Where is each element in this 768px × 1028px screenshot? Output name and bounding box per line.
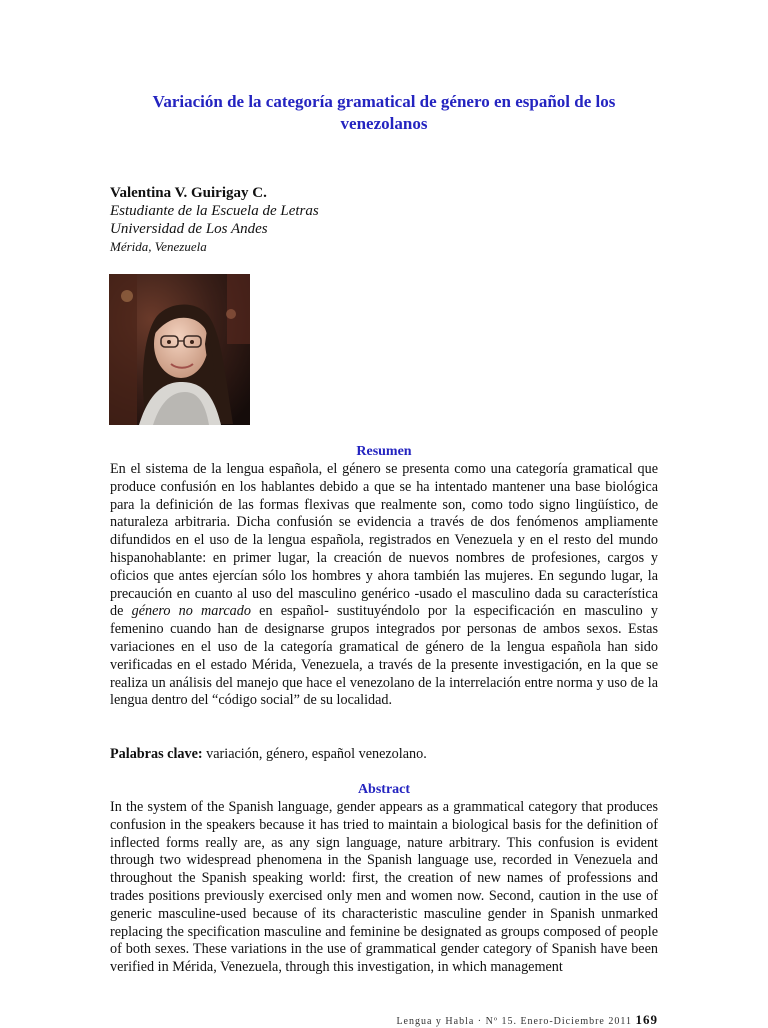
page-number: 169: [635, 1012, 658, 1027]
page-footer: [396, 1012, 658, 1028]
running-head: Lengua y Habla · Nº 15. Enero-Diciembre 2011: [396, 1016, 632, 1027]
resumen-heading: Resumen: [356, 444, 412, 459]
abstract-heading: Abstract: [357, 782, 411, 797]
keywords-value: variación, género, español venezolano.: [202, 746, 427, 762]
author-photo: [109, 274, 250, 425]
author-location: Mérida, Venezuela: [110, 239, 207, 254]
resumen-text-italic: género no marcado: [131, 603, 251, 620]
keywords-label: Palabras clave:: [110, 746, 203, 762]
author-affiliation-university: Universidad de Los Andes: [110, 221, 268, 237]
resumen-text-part-1: En el sistema de la lengua española, el género se presenta como una categoría gramatical que produce confusión en los hablantes debido a que se ha intentado mantener una base biológica para la definición de las formas flexivas que realmente son, como todo signo lingüístico, de naturaleza arbitraria. Dicha confusión se evidencia a través de dos fenómenos ampliamente difundidos en el uso de la lengua española, registrados en Venezuela y en el resto del mundo hispanohablante: en primer lugar, la creación de nuevos nombres de profesiones, cargos y oficios que antes ejercían sólo los hombres y ahora también las mujeres. En segundo lugar, la precaución en cuanto al uso del masculino genérico -usado el masculino dada su característica de: [110, 461, 658, 620]
author-name: Valentina V. Guirigay C.: [110, 185, 267, 201]
author-portrait-icon: [109, 274, 250, 425]
author-block: [110, 184, 319, 256]
resumen-paragraph: [110, 461, 658, 710]
article-title: Variación de la categoría gramatical de género en español de los venezolanos: [152, 92, 616, 133]
keywords-line: [110, 745, 427, 763]
resumen-text-part-2: en español- sustituyéndolo por la especificación en masculino y femenino cuando han de designarse grupos integrados por personas de ambos sexos. Estas variaciones en el uso de la categoría gramatical de género de la lengua española han sido verificadas en el estado Mérida, Venezuela, a través de la presente investigación, en la que se realiza un análisis del manejo que hace el venezolano de la interrelación entre norma y uso de la lengua dentro del “código social” de su localidad.: [110, 603, 658, 709]
abstract-paragraph: In the system of the Spanish language, gender appears as a grammatical category that produces confusion in the speakers because it has tried to maintain a biological basis for the definition of inflected forms really are, as any sign language, nature arbitrary. This confusion is evident through two widespread phenomena in the Spanish language use, recorded in Venezuela and throughout the Spanish speaking world: first, the creation of new names of professions and trades positions previously exercised only men and women now. Second, caution in the use of generic masculine-used because of its characteristic masculine gender in Spanish unmarked replacing the specification masculine and feminine be designated as groups composed of people of both sexes. These variations in the use of grammatical gender category of Spanish have been verified in Mérida, Venezuela, through this investigation, in which management: [110, 799, 658, 976]
author-affiliation-school: Estudiante de la Escuela de Letras: [110, 203, 319, 219]
